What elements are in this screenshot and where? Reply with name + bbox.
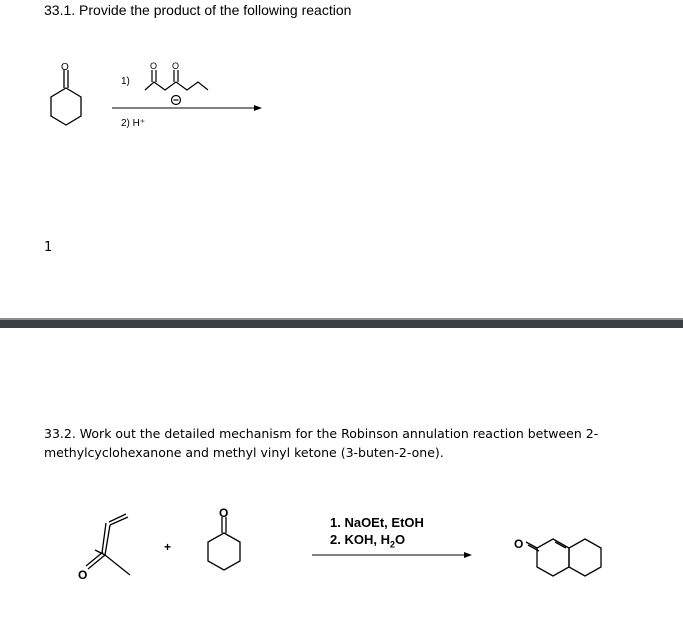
oxygen-label: O (78, 568, 88, 582)
question-33-2-text: 33.2. Work out the detailed mechanism for the Robinson annulation reaction between 2-methylcyclohexanone and methyl vinyl ketone (3-buten-2-one). (44, 426, 599, 460)
section-divider-highlight (0, 318, 683, 320)
oxygen-label: O (172, 61, 180, 71)
condition-2-oxygen: O (394, 532, 406, 547)
cyclohexanone-structure-2 (208, 517, 240, 570)
condition-2-subscript: 2 (389, 539, 395, 550)
oxygen-label: O (150, 61, 158, 71)
oxygen-label: O (61, 62, 69, 73)
cyclohexanone-structure (51, 70, 81, 125)
reaction-arrow (112, 105, 262, 111)
question-33-1-title: 33.1. Provide the product of the following reaction (44, 2, 352, 18)
condition-2 (330, 531, 405, 554)
plus-sign: + (164, 540, 172, 554)
page-number: 1 (44, 240, 53, 255)
oxygen-label: O (514, 537, 524, 551)
acetylacetonate-structure (145, 70, 208, 105)
bicyclic-enone-product (526, 539, 601, 576)
step2-label: 2) H⁺ (121, 118, 146, 129)
methyl-vinyl-ketone-structure (86, 514, 130, 575)
condition-1: 1. NaOEt, EtOH (330, 515, 424, 530)
condition-2-text: 2. KOH, H (330, 532, 390, 547)
oxygen-label: O (219, 506, 229, 520)
step1-label: 1) (121, 76, 130, 87)
